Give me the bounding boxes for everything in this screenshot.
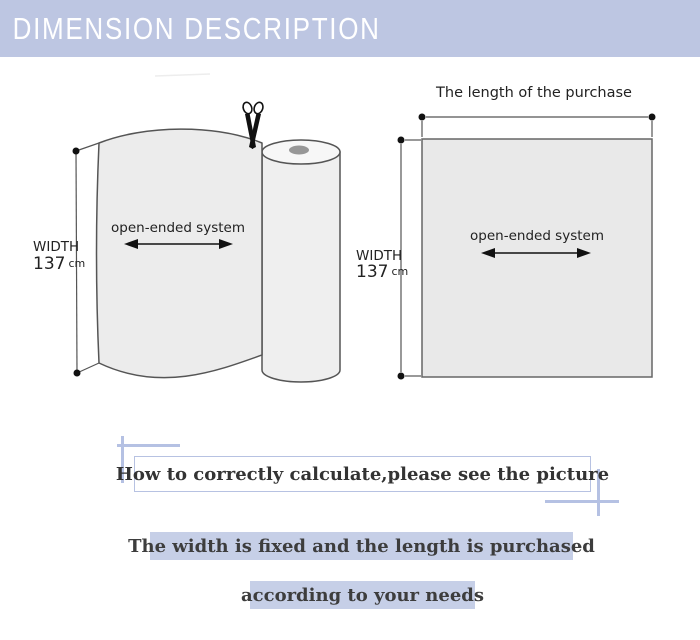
dimension-dot xyxy=(419,114,426,121)
fabric-roll-diagram xyxy=(20,60,350,400)
fabric-piece xyxy=(422,139,652,377)
width-value: 137 cm xyxy=(33,254,86,274)
fabric-roll xyxy=(262,140,340,382)
calculate-note-box xyxy=(115,456,610,492)
page-title: DIMENSION DESCRIPTION xyxy=(12,10,381,46)
calculate-note-text: How to correctly calculate,please see the picture xyxy=(115,463,610,485)
dimension-dot xyxy=(73,148,80,155)
highlight-text-2: according to your needs xyxy=(240,584,485,606)
scissors-handle xyxy=(253,101,265,115)
scissors-handle xyxy=(242,101,254,115)
system-label: open-ended system xyxy=(111,220,245,236)
width-dimension-line xyxy=(401,140,421,376)
dimension-dot xyxy=(398,373,405,380)
flat-fabric-diagram xyxy=(345,75,680,395)
highlight-line-2 xyxy=(240,581,485,609)
dimension-dot xyxy=(74,370,81,377)
corner-cross-decoration xyxy=(117,444,180,447)
length-title: The length of the purchase xyxy=(436,85,632,101)
corner-cross-decoration xyxy=(545,500,619,503)
width-value: 137 cm xyxy=(356,262,409,282)
highlight-text-1: The width is fixed and the length is purchased xyxy=(128,535,595,557)
dimension-dot xyxy=(649,114,656,121)
dimension-dot xyxy=(398,137,405,144)
system-label: open-ended system xyxy=(470,228,604,244)
faint-guide-line xyxy=(155,74,210,76)
fabric-sheet xyxy=(97,129,263,378)
roll-core xyxy=(289,146,309,155)
roll-body xyxy=(262,152,340,382)
header-bar xyxy=(0,0,700,57)
highlight-line-1 xyxy=(128,532,595,560)
width-label: WIDTH xyxy=(33,239,80,255)
length-dimension-line xyxy=(422,117,652,137)
width-label: WIDTH xyxy=(356,248,403,264)
